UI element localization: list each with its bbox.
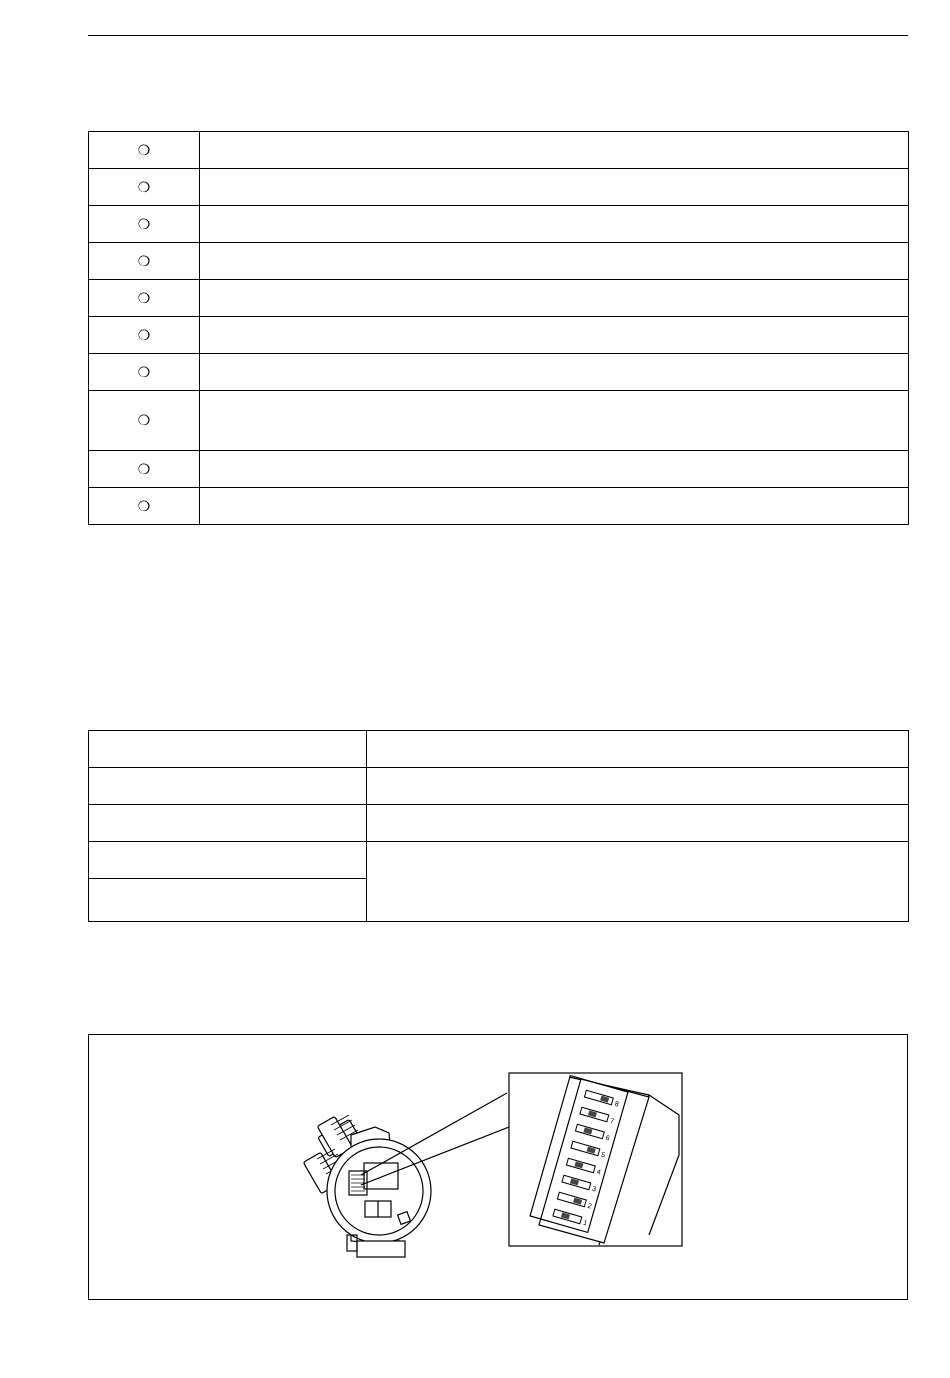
checkbox-circle[interactable]: ❍ (89, 206, 200, 243)
checklist-row (89, 391, 909, 451)
checklist-row (89, 280, 909, 317)
checklist-row (89, 354, 909, 391)
checklist-row (89, 488, 909, 525)
checklist-table (88, 131, 909, 525)
settings-cell (89, 879, 367, 922)
dip-switch-number: 4 (595, 1168, 602, 1177)
dip-switch-number: 7 (609, 1117, 615, 1126)
checkbox-circle[interactable]: ❍ (89, 132, 200, 169)
checklist-row (89, 243, 909, 280)
settings-cell (367, 731, 909, 768)
checkbox-circle[interactable]: ❍ (89, 488, 200, 525)
settings-row (89, 731, 909, 768)
settings-cell (89, 768, 367, 805)
dip-switch-number: 1 (582, 1219, 588, 1228)
checklist-text (200, 132, 909, 169)
checkbox-circle[interactable]: ❍ (89, 451, 200, 488)
checkbox-circle[interactable]: ❍ (89, 317, 200, 354)
checklist-text (200, 488, 909, 525)
checklist-text (200, 317, 909, 354)
checklist-text (200, 169, 909, 206)
dip-switch-number: 5 (600, 1151, 606, 1160)
settings-cell (367, 805, 909, 842)
dip-switch-number: 2 (586, 1202, 593, 1211)
checklist-text (200, 451, 909, 488)
checkbox-circle[interactable]: ❍ (89, 280, 200, 317)
settings-cell (367, 768, 909, 805)
checklist-row (89, 206, 909, 243)
checklist-text (200, 354, 909, 391)
checkbox-circle[interactable]: ❍ (89, 391, 200, 451)
dip-switch-number: 8 (613, 1100, 620, 1109)
settings-cell (89, 842, 367, 879)
checklist-text (200, 206, 909, 243)
device-housing (303, 1093, 509, 1257)
dip-switch-number: 3 (591, 1185, 597, 1194)
checklist-row (89, 317, 909, 354)
device-illustration (89, 1035, 907, 1299)
figure-frame (88, 1034, 908, 1300)
checkbox-circle[interactable]: ❍ (89, 354, 200, 391)
settings-cell (89, 805, 367, 842)
settings-table (88, 730, 909, 922)
checklist-row (89, 169, 909, 206)
settings-cell (89, 731, 367, 768)
checkbox-circle[interactable]: ❍ (89, 243, 200, 280)
settings-merged-cell (367, 842, 909, 922)
settings-row (89, 768, 909, 805)
checklist-text (200, 243, 909, 280)
top-rule (88, 35, 908, 36)
checklist-text (200, 280, 909, 317)
checkbox-circle[interactable]: ❍ (89, 169, 200, 206)
checklist-row (89, 132, 909, 169)
settings-row (89, 805, 909, 842)
settings-row (89, 842, 909, 879)
dip-switch-number: 6 (604, 1134, 611, 1143)
checklist-text (200, 391, 909, 451)
checklist-row (89, 451, 909, 488)
